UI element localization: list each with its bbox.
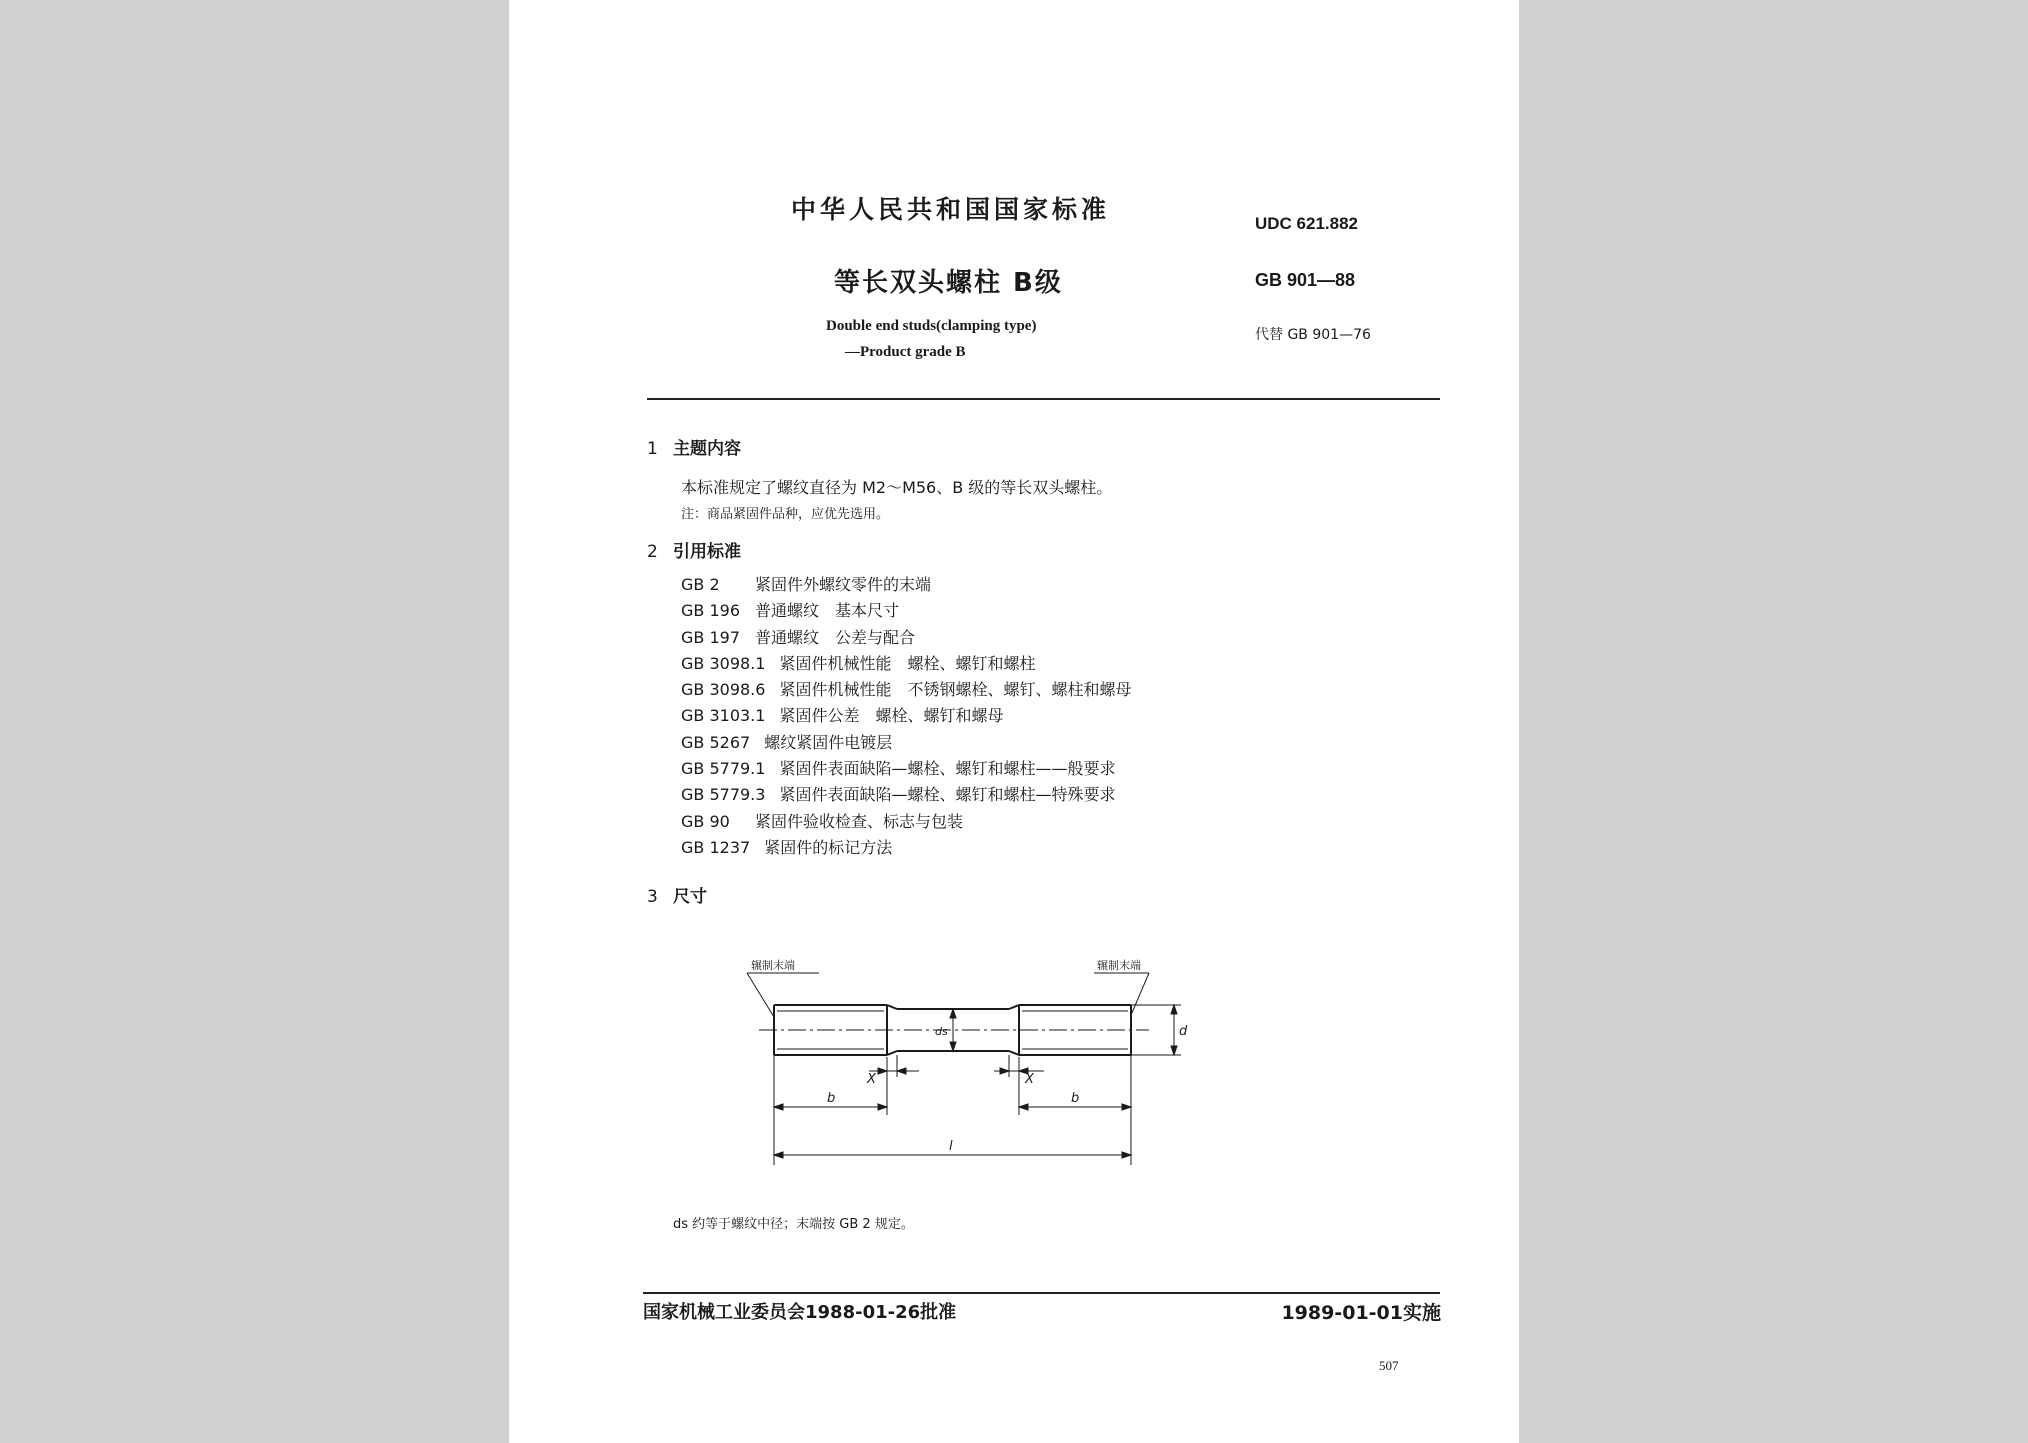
arrow: [1122, 1104, 1131, 1110]
ref-code: GB 196: [681, 601, 740, 621]
ref-title: 紧固件外螺纹零件的末端: [755, 575, 932, 594]
ref-title: 普通螺纹 公差与配合: [755, 627, 916, 647]
label-ds: ds: [935, 1025, 948, 1038]
list-item: [681, 625, 1131, 651]
arrow: [950, 1042, 956, 1051]
document-page: [509, 0, 1519, 1443]
gb-code: GB 901—88: [1255, 270, 1356, 290]
arrow: [774, 1152, 783, 1158]
stud-dimension-drawing: [719, 955, 1279, 1185]
document-title-cn: 等长双头螺柱 B级: [834, 268, 1063, 298]
arrow: [1122, 1152, 1131, 1158]
arrow: [774, 1104, 783, 1110]
ref-code: GB 3098.1: [681, 653, 766, 673]
ref-code: GB 5267: [681, 732, 751, 752]
arrow: [897, 1068, 906, 1074]
ref-code: GB 5779.3: [681, 785, 766, 805]
ref-code: GB 90: [681, 811, 730, 831]
section-1-number: 1: [647, 439, 658, 459]
ref-title: 普通螺纹 基本尺寸: [755, 601, 900, 621]
section-3-number: 3: [647, 887, 658, 907]
udc-code: UDC 621.882: [1255, 214, 1359, 233]
approval-info: 国家机械工业委员会1988-01-26批准: [643, 1302, 957, 1323]
label-b-right: b: [1071, 1091, 1080, 1106]
ref-title: 紧固件表面缺陷—螺栓、螺钉和螺柱—特殊要求: [779, 785, 1116, 805]
section-1-body: 本标准规定了螺纹直径为 M2～M56、B 级的等长双头螺柱。: [681, 478, 1113, 497]
list-item: [681, 703, 1131, 729]
effective-date: 1989-01-01实施: [1281, 1302, 1441, 1324]
ref-title: 紧固件的标记方法: [764, 837, 893, 857]
label-d: d: [1179, 1024, 1188, 1039]
list-item: [681, 835, 1131, 861]
ref-code: GB 5779.1: [681, 759, 766, 779]
drawing-caption: ds 约等于螺纹中径；末端按 GB 2 规定。: [673, 1217, 914, 1232]
ref-title: 紧固件机械性能 螺栓、螺钉和螺柱: [779, 653, 1036, 673]
section-3-heading: [647, 882, 707, 907]
list-item: [681, 730, 1131, 756]
list-item: [681, 677, 1131, 703]
list-item: [681, 756, 1131, 782]
section-2-heading: [647, 537, 741, 562]
ref-code: GB 1237: [681, 837, 751, 857]
document-title-en-line1: Double end studs(clamping type): [826, 318, 1037, 334]
section-1-title: 主题内容: [673, 439, 741, 459]
arrow: [1171, 1005, 1177, 1014]
list-item: [681, 651, 1131, 677]
arrow: [878, 1104, 887, 1110]
arrow: [950, 1009, 956, 1018]
ref-title: 紧固件公差 螺栓、螺钉和螺母: [779, 706, 1004, 726]
footer-divider: [643, 1292, 1440, 1294]
label-l: l: [949, 1139, 953, 1154]
ref-title: 螺纹紧固件电镀层: [764, 732, 893, 752]
ref-title: 紧固件验收检查、标志与包装: [755, 811, 964, 831]
document-title-en-line2: —Product grade B: [845, 344, 966, 360]
label-rolled-end-left: 辗制末端: [751, 959, 795, 972]
label-x-left: X: [867, 1072, 876, 1087]
section-1-heading: [647, 434, 741, 459]
ref-title: 紧固件表面缺陷—螺栓、螺钉和螺柱——般要求: [779, 759, 1116, 779]
arrow: [1019, 1104, 1028, 1110]
leader-right: [1131, 973, 1149, 1015]
referenced-standards-list: [681, 572, 1131, 861]
section-1-note: 注：商品紧固件品种，应优先选用。: [681, 507, 890, 522]
page-number: 507: [1379, 1358, 1399, 1373]
ref-code: GB 3098.6: [681, 680, 766, 700]
arrow: [1000, 1068, 1009, 1074]
ref-code: GB 2: [681, 575, 720, 594]
section-2-title: 引用标准: [673, 542, 741, 562]
list-item: [681, 809, 1131, 835]
list-item: [681, 572, 1131, 598]
list-item: [681, 598, 1131, 624]
header-divider: [647, 398, 1440, 400]
arrow: [878, 1068, 887, 1074]
arrow: [1171, 1046, 1177, 1055]
label-rolled-end-right: 辗制末端: [1097, 959, 1141, 972]
national-standard-heading: 中华人民共和国国家标准: [791, 195, 1111, 224]
ref-title: 紧固件机械性能 不锈钢螺栓、螺钉、螺柱和螺母: [779, 680, 1132, 700]
label-x-right: X: [1025, 1072, 1034, 1087]
ref-code: GB 197: [681, 627, 740, 647]
replaces-standard: 代替 GB 901—76: [1255, 327, 1371, 343]
ref-code: GB 3103.1: [681, 706, 766, 726]
leader-left: [747, 973, 774, 1017]
label-b-left: b: [827, 1091, 836, 1106]
list-item: [681, 782, 1131, 808]
section-3-title: 尺寸: [673, 887, 707, 907]
section-2-number: 2: [647, 542, 658, 562]
